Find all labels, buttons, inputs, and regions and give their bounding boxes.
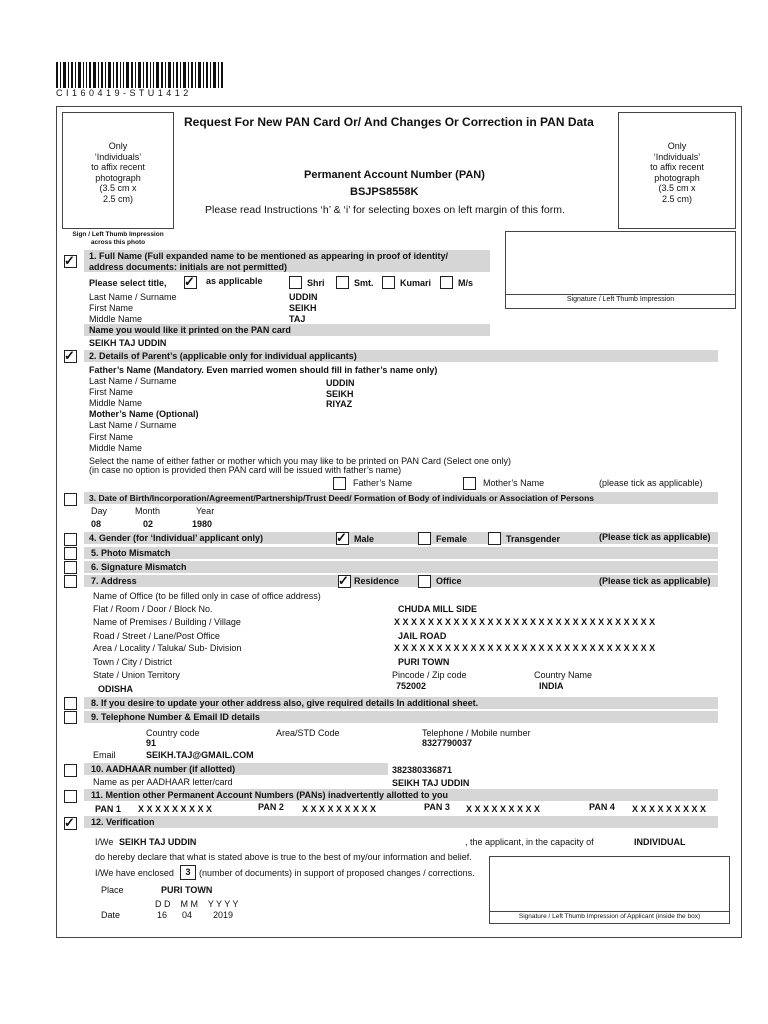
male-label: Male — [354, 534, 375, 544]
photo-sign-caption: Sign / Left Thumb Impression across this photo — [72, 231, 164, 246]
transgender-checkbox[interactable] — [488, 532, 501, 545]
pan2-value[interactable]: X X X X X X X X X — [302, 804, 377, 814]
country-label: Country Name — [534, 670, 593, 680]
smt-label: Smt. — [354, 278, 374, 288]
ms-label: M/s — [458, 278, 474, 288]
s12-check-mark: ✓ — [64, 815, 75, 830]
signature-box-divider — [505, 294, 736, 295]
father-opt-label: Father’s Name — [353, 478, 413, 488]
father-first-value[interactable]: SEIKH — [326, 389, 354, 399]
enclosed-count-box[interactable]: 3 — [180, 865, 196, 880]
month-label: Month — [135, 506, 161, 516]
s12-heading-bar — [84, 816, 718, 828]
s12-heading: 12. Verification — [91, 817, 155, 827]
s3-checkbox[interactable] — [64, 493, 77, 506]
office-label: Office — [436, 576, 462, 586]
father-heading: Father’s Name (Mandatory. Even married women should fill in father’s name only) — [89, 365, 438, 375]
form-title: Request For New PAN Card Or/ And Changes Or Correction in PAN Data — [184, 115, 594, 129]
s8-heading: 8. If you desire to update your other address also, give required details In additional sheet. — [91, 698, 479, 708]
mother-heading: Mother’s Name (Optional) — [89, 409, 199, 419]
pincode-value[interactable]: 752002 — [396, 681, 427, 691]
date-label: Date — [101, 910, 121, 920]
father-first-label: First Name — [89, 387, 134, 397]
date-dd[interactable]: 16 — [157, 910, 168, 920]
father-opt-checkbox[interactable] — [333, 477, 346, 490]
office-checkbox[interactable] — [418, 575, 431, 588]
male-check-mark: ✓ — [336, 530, 347, 545]
s1-check-mark: ✓ — [64, 253, 75, 268]
iwe-label: I/We — [95, 837, 114, 847]
s4-checkbox[interactable] — [64, 533, 77, 546]
s7-checkbox[interactable] — [64, 575, 77, 588]
date-mm[interactable]: 04 — [182, 910, 193, 920]
s7-tick-note: (Please tick as applicable) — [599, 576, 711, 586]
town-label: Town / City / District — [93, 657, 173, 667]
pan4-value[interactable]: X X X X X X X X X — [632, 804, 707, 814]
barcode-text: C I 1 6 0 4 1 9 - S T U 1 4 1 2 — [56, 88, 189, 98]
mother-last-label: Last Name / Surname — [89, 420, 177, 430]
s4-tick-note: (Please tick as applicable) — [599, 532, 711, 542]
area-label: Area / Locality / Taluka/ Sub- Division — [93, 643, 242, 653]
road-value[interactable]: JAIL ROAD — [398, 631, 447, 641]
s9-heading: 9. Telephone Number & Email ID details — [91, 712, 260, 722]
country-code-label: Country code — [146, 728, 200, 738]
town-value[interactable]: PURI TOWN — [398, 657, 450, 667]
state-label: State / Union Territory — [93, 670, 180, 680]
title-check-mark: ✓ — [184, 274, 195, 289]
place-label: Place — [101, 885, 124, 895]
s10-heading: 10. AADHAAR number (if allotted) — [91, 764, 236, 774]
pincode-label: Pincode / Zip code — [392, 670, 467, 680]
dob-day[interactable]: 08 — [91, 519, 102, 529]
premises-label: Name of Premises / Building / Village — [93, 617, 241, 627]
last-name-label: Last Name / Surname — [89, 292, 177, 302]
instructions-text: Please read Instructions ‘h’ & ‘i’ for selecting boxes on left margin of this form. — [205, 204, 565, 216]
phone-value[interactable]: 8327790037 — [422, 738, 473, 748]
declaration-text: do hereby declare that what is stated above is true to the best of my/our information and belief. — [95, 852, 472, 862]
s2-heading: 2. Details of Parent’s (applicable only for individual applicants) — [89, 351, 357, 361]
residence-check-mark: ✓ — [338, 573, 349, 588]
ms-checkbox[interactable] — [440, 276, 453, 289]
transgender-label: Transgender — [506, 534, 561, 544]
print-name-value[interactable]: SEIKH TAJ UDDIN — [89, 338, 167, 348]
capacity-text: , the applicant, in the capacity of — [465, 837, 594, 847]
s6-checkbox[interactable] — [64, 561, 77, 574]
father-last-label: Last Name / Surname — [89, 376, 177, 386]
shri-label: Shri — [307, 278, 325, 288]
barcode — [56, 62, 224, 88]
applicant-signature-divider — [489, 911, 730, 912]
road-label: Road / Street / Lane/Post Office — [93, 631, 220, 641]
flat-label: Flat / Room / Door / Block No. — [93, 604, 213, 614]
date-format: D D M M Y Y Y Y — [155, 899, 239, 909]
s2-tick-note: (please tick as applicable) — [599, 478, 703, 488]
photo-text-right: Only ‘Individuals’ to affix recent photograph (3.5 cm x 2.5 cm) — [650, 141, 704, 204]
flat-value[interactable]: CHUDA MILL SIDE — [398, 604, 478, 614]
select-instruction: Select the name of either father or mother which you may like to be printed on PAN Card (Select one only) (in case no option is provided then PAN card will be issued with father’s name) — [89, 456, 512, 475]
kumari-label: Kumari — [400, 278, 432, 288]
area-value[interactable]: X X X X X X X X X X X X X X X X X X X X X X X X X X X X X X X — [394, 643, 656, 653]
place-value[interactable]: PURI TOWN — [161, 885, 213, 895]
mother-first-label: First Name — [89, 432, 134, 442]
premises-value[interactable]: X X X X X X X X X X X X X X X X X X X X X X X X X X X X X X X — [394, 617, 656, 627]
mother-opt-label: Mother’s Name — [483, 478, 545, 488]
first-name-value[interactable]: SEIKH — [289, 303, 317, 313]
s9-checkbox[interactable] — [64, 711, 77, 724]
pan-label: Permanent Account Number (PAN) — [304, 169, 485, 181]
verification-name[interactable]: SEIKH TAJ UDDIN — [119, 837, 197, 847]
s5-checkbox[interactable] — [64, 547, 77, 560]
phone-label: Telephone / Mobile number — [422, 728, 531, 738]
s5-heading-bar — [84, 547, 718, 559]
middle-name-label: Middle Name — [89, 314, 143, 324]
country-code-value[interactable]: 91 — [146, 738, 157, 748]
dob-year[interactable]: 1980 — [192, 519, 213, 529]
s11-heading: 11. Mention other Permanent Account Numbers (PANs) inadvertently allotted to you — [91, 790, 449, 800]
s5-heading: 5. Photo Mismatch — [91, 548, 171, 558]
email-label: Email — [93, 750, 116, 760]
s6-heading: 6. Signature Mismatch — [91, 562, 187, 572]
enclosed-pre: I/We have enclosed — [95, 868, 174, 878]
aadhaar-value[interactable]: 382380336871 — [392, 765, 453, 775]
aadhaar-name-value[interactable]: SEIKH TAJ UDDIN — [392, 778, 470, 788]
std-label: Area/STD Code — [276, 728, 340, 738]
kumari-checkbox[interactable] — [382, 276, 395, 289]
office-name-label: Name of Office (to be filled only in case of office address) — [93, 591, 321, 601]
dob-month[interactable]: 02 — [143, 519, 154, 529]
year-label: Year — [196, 506, 215, 516]
pan1-value[interactable]: X X X X X X X X X — [138, 804, 213, 814]
last-name-value[interactable]: UDDIN — [289, 292, 318, 302]
pan2-label: PAN 2 — [258, 802, 284, 812]
s11-checkbox[interactable] — [64, 790, 77, 803]
aadhaar-name-label: Name as per AADHAAR letter/card — [93, 777, 233, 787]
middle-name-value[interactable]: TAJ — [289, 314, 306, 324]
first-name-label: First Name — [89, 303, 134, 313]
country-value[interactable]: INDIA — [539, 681, 564, 691]
print-name-label: Name you would like it printed on the PAN card — [89, 325, 291, 335]
s4-heading: 4. Gender (for ‘Individual’ applicant only) — [89, 533, 264, 543]
smt-checkbox[interactable] — [336, 276, 349, 289]
female-label: Female — [436, 534, 468, 544]
day-label: Day — [91, 506, 108, 516]
photo-text-left: Only ‘Individuals’ to affix recent photograph (3.5 cm x 2.5 cm) — [91, 141, 145, 204]
s10-checkbox[interactable] — [64, 764, 77, 777]
s2-check-mark: ✓ — [64, 348, 75, 363]
father-middle-value[interactable]: RIYAZ — [326, 399, 353, 409]
father-middle-label: Middle Name — [89, 398, 143, 408]
s3-heading: 3. Date of Birth/Incorporation/Agreement/Partnership/Trust Deed/ Formation of Body of individuals or Association of Persons — [89, 493, 595, 503]
father-last-value[interactable]: UDDIN — [326, 378, 355, 388]
s1-heading: 1. Full Name (Full expanded name to be mentioned as appearing in proof of identity/ address documents: initials are not permitted) — [89, 251, 449, 272]
pan3-value[interactable]: X X X X X X X X X — [466, 804, 541, 814]
signature-caption: Signature / Left Thumb Impression — [566, 296, 675, 303]
pan-number: BSJPS8558K — [350, 186, 419, 198]
as-applicable-label: as applicable — [206, 276, 263, 286]
title-label: Please select title, — [89, 278, 167, 288]
mother-middle-label: Middle Name — [89, 443, 143, 453]
pan1-label: PAN 1 — [95, 804, 121, 814]
shri-checkbox[interactable] — [289, 276, 302, 289]
female-checkbox[interactable] — [418, 532, 431, 545]
email-value[interactable]: SEIKH.TAJ@GMAIL.COM — [146, 750, 254, 760]
date-yyyy[interactable]: 2019 — [213, 910, 234, 920]
pan4-label: PAN 4 — [589, 802, 615, 812]
enclosed-post: (number of documents) in support of proposed changes / corrections. — [199, 868, 475, 878]
pan3-label: PAN 3 — [424, 802, 450, 812]
s8-checkbox[interactable] — [64, 697, 77, 710]
s7-heading: 7. Address — [91, 576, 137, 586]
residence-label: Residence — [354, 576, 400, 586]
state-value[interactable]: ODISHA — [98, 684, 134, 694]
applicant-signature-caption: Signature / Left Thumb Impression of Applicant (inside the box) — [518, 913, 701, 920]
mother-opt-checkbox[interactable] — [463, 477, 476, 490]
capacity-value[interactable]: INDIVIDUAL — [634, 837, 686, 847]
